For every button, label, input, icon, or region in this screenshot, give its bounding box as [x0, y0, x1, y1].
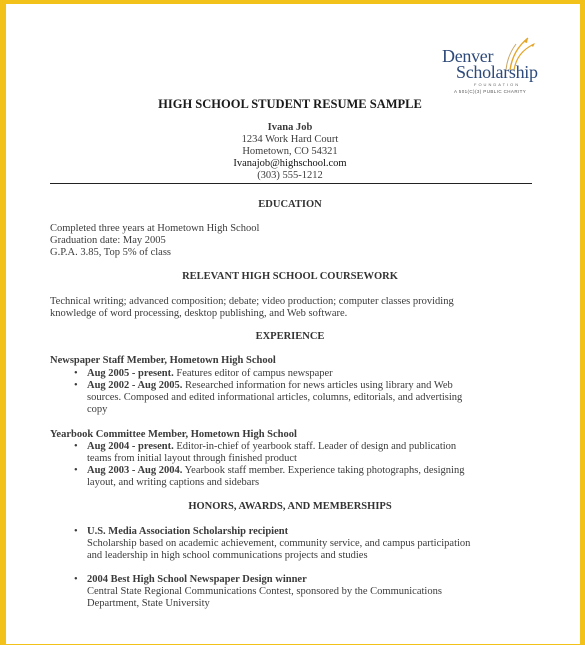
item-text: Researched information for news articles using library and Web: [182, 380, 453, 391]
item-date: Aug 2002 - Aug 2005.: [87, 380, 183, 391]
resume-page: [6, 4, 580, 644]
bullet-icon: •: [74, 380, 78, 391]
job-items-list: [74, 368, 534, 416]
honors-list: [74, 574, 544, 610]
bullet-icon: •: [74, 574, 78, 585]
logo-line-4: A 501(C)(3) PUBLIC CHARITY: [454, 89, 527, 94]
bullet-icon: •: [74, 465, 78, 476]
honor-line: Central State Regional Communications Contest, sponsored by the Communications: [87, 586, 442, 597]
contact-email[interactable]: Ivanajob@highschool.com: [233, 158, 347, 169]
contact-city: Hometown, CO 54321: [242, 146, 338, 157]
bullet-icon: •: [74, 368, 78, 379]
bullet-icon: •: [74, 441, 78, 452]
list-item: [74, 465, 534, 489]
education-line: G.P.A. 3.85, Top 5% of class: [50, 247, 171, 258]
item-cont: sources. Composed and edited informational articles, columns, editorials, and advertising: [87, 392, 463, 403]
education-line: Graduation date: May 2005: [50, 235, 166, 246]
coursework-heading: RELEVANT HIGH SCHOOL COURSEWORK: [182, 271, 398, 282]
honors-heading: HONORS, AWARDS, AND MEMBERSHIPS: [188, 501, 392, 512]
education-heading: EDUCATION: [258, 199, 322, 210]
item-date: Aug 2005 - present.: [87, 368, 174, 379]
item-date: Aug 2004 - present.: [87, 441, 174, 452]
item-text: Editor-in-chief of yearbook staff. Leader of design and publication: [173, 441, 457, 452]
honor-line: and leadership in high school communications projects and studies: [87, 550, 368, 561]
contact-phone: (303) 555-1212: [257, 170, 323, 181]
job-title: Newspaper Staff Member, Hometown High School: [50, 355, 276, 366]
document-title: HIGH SCHOOL STUDENT RESUME SAMPLE: [158, 97, 422, 111]
contact-name: Ivana Job: [267, 122, 313, 133]
job-title: Yearbook Committee Member, Hometown High School: [50, 429, 297, 440]
item-date: Aug 2003 - Aug 2004.: [87, 465, 183, 476]
experience-heading: EXPERIENCE: [255, 331, 325, 342]
bullet-icon: •: [74, 526, 78, 537]
list-item: [74, 380, 534, 416]
honors-list: [74, 526, 544, 562]
honor-title: U.S. Media Association Scholarship recipient: [87, 526, 289, 537]
item-cont: teams from initial layout through finished product: [87, 453, 297, 464]
item-cont: copy: [87, 404, 108, 415]
denver-scholarship-logo: [434, 36, 554, 102]
logo-line-2: Scholarship: [456, 62, 538, 82]
contact-street: 1234 Work Hard Court: [241, 134, 339, 145]
coursework-line: Technical writing; advanced composition; debate; video production; computer classes providing: [50, 296, 454, 307]
item-cont: layout, and writing captions and sidebars: [87, 477, 260, 488]
education-line: Completed three years at Hometown High School: [50, 223, 260, 234]
list-item: [74, 368, 534, 380]
list-item: [74, 574, 544, 610]
header-divider: [50, 183, 532, 184]
item-text: Features editor of campus newspaper: [173, 368, 333, 379]
logo-line-3: FOUNDATION: [474, 82, 521, 87]
coursework-line: knowledge of word processing, desktop publishing, and Web software.: [50, 308, 348, 319]
item-text: Yearbook staff member. Experience taking photographs, designing: [182, 465, 465, 476]
honor-line: Department, State University: [87, 598, 210, 609]
job-items-list: [74, 441, 534, 489]
coursework-text: [50, 296, 530, 320]
logo-line-1: Denver: [442, 46, 494, 66]
education-text: [50, 223, 530, 259]
list-item: [74, 441, 534, 465]
honor-title: 2004 Best High School Newspaper Design winner: [87, 574, 307, 585]
list-item: [74, 526, 544, 562]
honor-line: Scholarship based on academic achievement, community service, and campus participation: [87, 538, 471, 549]
contact-block: [6, 122, 574, 182]
